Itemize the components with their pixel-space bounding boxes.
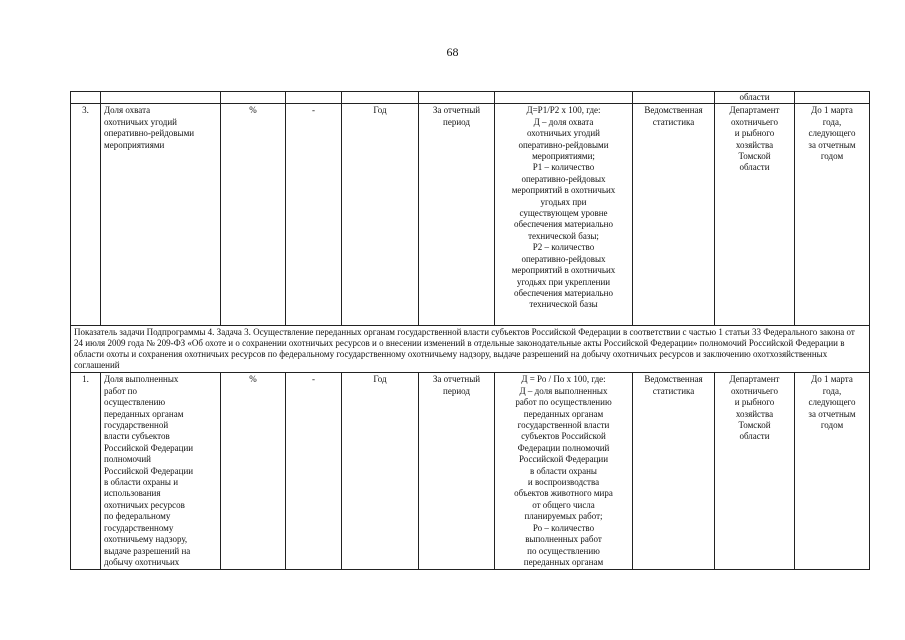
cell-line: мероприятий в охотничьих — [511, 185, 616, 196]
cell-line: следующего — [808, 397, 856, 408]
cell-line: и рыбного — [734, 128, 775, 139]
cell-line: Р2 – количество — [532, 242, 595, 253]
cell-line: Российской Федерации — [104, 465, 194, 476]
cell-line: Д = Ро / По х 100, где: — [521, 374, 606, 385]
cell-line: До 1 марта — [811, 105, 853, 116]
indicators-table — [70, 91, 870, 570]
cell-line: годом — [820, 151, 844, 162]
cell-line: Департамент — [729, 105, 780, 116]
cell-line: в области охраны — [530, 465, 597, 476]
cell-line: области — [739, 162, 770, 173]
cell-line: Ро – количество — [532, 522, 595, 533]
cell-line: Департамент — [729, 374, 780, 385]
cell-line: технической базы; — [528, 230, 599, 241]
cell-line: следующего — [808, 128, 856, 139]
cell-line: оперативно-рейдовыми — [104, 128, 195, 139]
cell-line: угодьях при — [540, 196, 587, 207]
reporting-period — [419, 373, 495, 570]
cell-line: обеспечения материально — [514, 219, 613, 230]
cell-line: работ по — [104, 385, 137, 396]
cell-line: переданных органам — [523, 556, 604, 567]
cell-line: Доля выполненных — [104, 374, 179, 385]
cell-line: области — [739, 431, 770, 442]
cell-line: Д – доля выполненных — [519, 385, 608, 396]
responsible-body — [715, 373, 795, 570]
cell-line: за отчетным — [808, 408, 856, 419]
periodicity: Год — [342, 373, 419, 570]
cell-line: За отчетный — [432, 374, 481, 385]
base-value: - — [286, 373, 342, 570]
cell-line: период — [443, 385, 470, 396]
cell-line: государственной — [104, 420, 169, 431]
page-number: 68 — [446, 45, 459, 59]
cell-line: государственной власти — [517, 420, 610, 431]
data-source — [633, 104, 715, 326]
cell-line: в области охраны и — [104, 477, 179, 488]
cell-line: оперативно-рейдовыми — [518, 139, 609, 150]
cell-line: обеспечения материально — [514, 287, 613, 298]
cell-line: добычу охотничьих — [104, 556, 180, 567]
cell-line: за отчетным — [808, 139, 856, 150]
reporting-period — [419, 104, 495, 326]
unit: % — [221, 104, 286, 326]
cell-line: технической базы — [529, 299, 598, 310]
cell-line: годом — [820, 420, 844, 431]
cell-line: и воспроизводства — [527, 477, 600, 488]
cell-line: Д=Р1/Р2 х 100, где: — [526, 105, 601, 116]
cell-line: по федеральному — [104, 511, 171, 522]
cell-line: Российской Федерации — [518, 454, 609, 465]
cell-line: Томской — [738, 151, 771, 162]
cell-line: полномочий — [104, 454, 151, 465]
unit: % — [221, 373, 286, 570]
cell-line: За отчетный — [432, 105, 481, 116]
cell-line: оперативно-рейдовых — [521, 173, 606, 184]
calculation-formula — [495, 104, 633, 326]
cell-line: охотничьего — [731, 116, 778, 127]
cell-line: субъектов Российской — [521, 431, 606, 442]
cell-line: мероприятий в охотничьих — [511, 265, 616, 276]
cell-line: использования — [104, 488, 161, 499]
base-value: - — [286, 104, 342, 326]
cell-line: существующем уровне — [519, 208, 608, 219]
cell-line: статистика — [652, 116, 695, 127]
cell-line: Федерации полномочий — [517, 442, 610, 453]
responsible-tail: области — [715, 92, 795, 104]
cell-line: государственному — [104, 522, 174, 533]
cell-line: оперативно-рейдовых — [521, 253, 606, 264]
deadline — [795, 373, 870, 570]
section-heading-row — [71, 326, 870, 373]
cell-line: охотничьего — [731, 385, 778, 396]
cell-line: осуществлению — [104, 397, 166, 408]
row-number: 1. — [71, 373, 101, 570]
table-row — [71, 373, 870, 570]
cell-line: по осуществлению — [527, 545, 600, 556]
cell-line: охотничьих ресурсов — [104, 499, 185, 510]
cell-line: переданных органам — [104, 408, 184, 419]
cell-line: Томской — [738, 420, 771, 431]
cell-line: работ по осуществлению — [515, 397, 612, 408]
indicator-name — [101, 104, 221, 326]
cell-line: угодьях при укреплении — [516, 276, 611, 287]
cell-line: охотничьих угодий — [104, 116, 177, 127]
cell-line: Д – доля охвата — [533, 116, 594, 127]
cell-line: выдаче разрешений на — [104, 545, 191, 556]
cell-line: охотничьих угодий — [527, 128, 600, 139]
periodicity: Год — [342, 104, 419, 326]
cell-line: хозяйства — [735, 408, 774, 419]
cell-line: планируемых работ; — [524, 511, 603, 522]
cell-line: охотничьему надзору, — [104, 534, 188, 545]
data-source — [633, 373, 715, 570]
section-heading: Показатель задачи Подпрограммы 4. Задача 3. Осуществление переданных органам государственной власти субъектов Российской Федерации в соответствии с частью 1 статьи 33 Федерального закона от 24 июля 2009 года № 209-ФЗ «Об охоте и о сохранении охотничьих ресурсов и о внесении изменений в отдельные законодательные акты Российской Федерации» полномочий Российской Федерации в области охоты и сохранения охотничьих ресурсов по федеральному государственному охотничьему надзору, выдаче разрешений на добычу охотничьих ресурсов и заключению охотхозяйственных соглашений — [71, 326, 870, 373]
deadline — [795, 104, 870, 326]
cell-line: года, — [822, 116, 842, 127]
cell-line: объектов животного мира — [514, 488, 613, 499]
cell-line: власти субъектов — [104, 431, 170, 442]
cell-line: хозяйства — [735, 139, 774, 150]
cell-line: Доля охвата — [104, 105, 151, 116]
cell-line: переданных органам — [523, 408, 604, 419]
cell-line: мероприятиями; — [532, 151, 595, 162]
cell-line: года, — [822, 385, 842, 396]
responsible-body — [715, 104, 795, 326]
cell-line: Ведомственная — [644, 105, 703, 116]
calculation-formula — [495, 373, 633, 570]
cell-line: Ведомственная — [644, 374, 703, 385]
cell-line: статистика — [652, 385, 695, 396]
table-row-fragment — [71, 92, 870, 104]
cell-line: До 1 марта — [811, 374, 853, 385]
cell-line: период — [443, 116, 470, 127]
cell-line: от общего числа — [532, 499, 595, 510]
indicator-name — [101, 373, 221, 570]
cell-line: мероприятиями — [104, 139, 165, 150]
table-row — [71, 104, 870, 326]
cell-line: и рыбного — [734, 397, 775, 408]
cell-line: Р1 – количество — [532, 162, 595, 173]
cell-line: Российской Федерации — [104, 442, 194, 453]
row-number: 3. — [71, 104, 101, 326]
cell-line: выполненных работ — [525, 534, 602, 545]
